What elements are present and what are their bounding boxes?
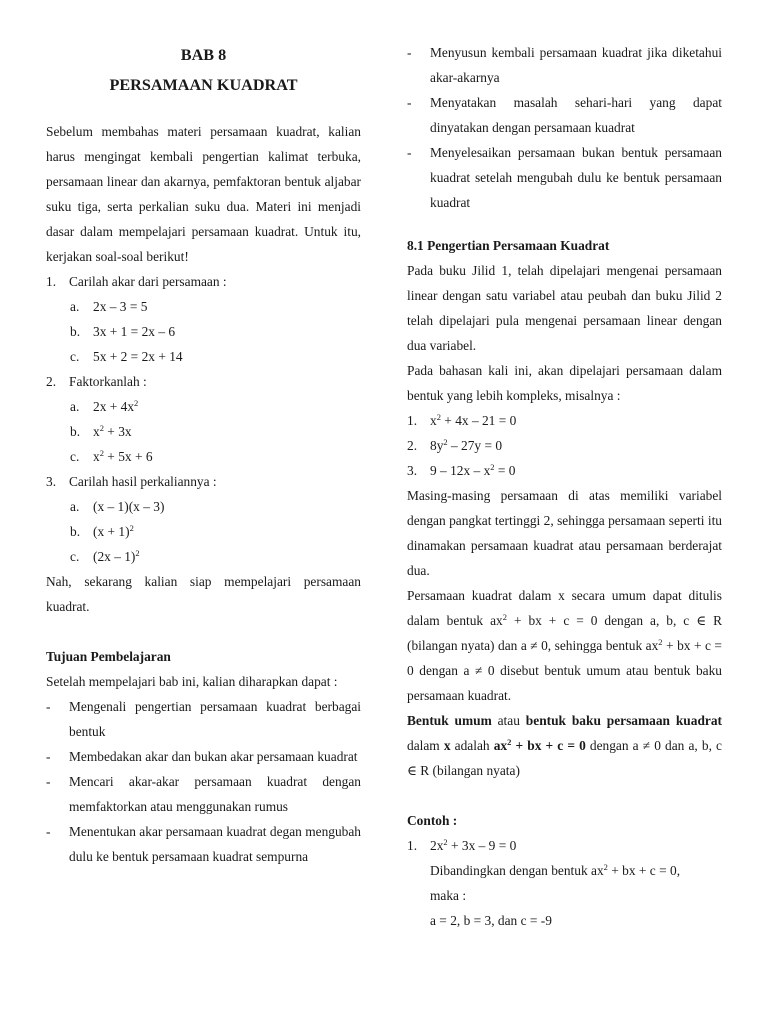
list-item: c. $x^2 + 5x + 6$ xyxy=(70,448,153,464)
list-item: b. 3x + 1 = 2x – 6 xyxy=(70,324,176,339)
tujuan-heading: Tujuan Pembelajaran xyxy=(46,649,171,664)
goal-item: - Mengenali pengertian persamaan kuadrat berbagai bentuk xyxy=(46,699,361,739)
list-item: b. $x^2 + 3x$ xyxy=(70,423,132,439)
paragraph-4: Persamaan kuadrat dalam x secara umum dapat ditulis dalam bentuk $ax^2$ + bx + c = 0 dengan a, b, c ∈ R (bilangan nyata) dan a ≠ 0, sehingga bentuk $ax^2$ + bx + c = 0 dengan a ≠ 0 disebut bentuk umum atau bentuk baku persamaan kuadrat. xyxy=(407,588,722,703)
paragraph-3: Masing-masing persamaan di atas memiliki variabel dengan pangkat tertinggi 2, sehingga persamaan seperti itu dinamakan persamaan kuadrat atau persamaan berderajat dua. xyxy=(407,488,722,578)
list-item: a. $2x + 4x^2$ xyxy=(70,398,139,414)
left-column xyxy=(46,0,361,869)
example-item: 1. $2x^2 + 3x - 9 = 0$ xyxy=(407,837,517,853)
paragraph-5: Bentuk umum atau bentuk baku persamaan kuadrat dalam x adalah $ax^2$ + bx + c = 0 dengan a ≠ 0 dan a, b, c ∈ R (bilangan nyata) xyxy=(407,713,722,778)
chapter-title: BAB 8 xyxy=(180,46,227,64)
intro-paragraph: Sebelum membahas materi persamaan kuadrat, kalian harus mengingat kembali pengertian kalimat terbuka, persamaan linear dan akarnya, pemfaktoran bentuk aljabar suku tiga, serta perkalian suku dua. Materi ini menjadi dasar dalam mempelajari persamaan kuadrat. Untuk itu, kerjakan soal-soal berikut! xyxy=(46,124,361,264)
tujuan-intro: Setelah mempelajari bab ini, kalian diharapkan dapat : xyxy=(46,674,338,689)
equation-item: 2. $8y^2 - 27y = 0$ xyxy=(407,437,503,453)
equation-item: 1. $x^2 + 4x - 21 = 0$ xyxy=(407,412,517,428)
example-line: Dibandingkan dengan bentuk $ax^2$ + bx + c = 0, xyxy=(430,862,681,878)
closing-paragraph: Nah, sekarang kalian siap mempelajari persamaan kuadrat. xyxy=(46,574,361,614)
equation-item: 3. $9 - 12x - x^2 = 0$ xyxy=(407,462,516,478)
example-line: a = 2, b = 3, dan c = -9 xyxy=(430,913,552,928)
section-heading: 8.1 Pengertian Persamaan Kuadrat xyxy=(407,238,610,253)
question-3: 3. Carilah hasil perkaliannya : xyxy=(46,474,217,489)
paragraph-1: Pada buku Jilid 1, telah dipelajari mengenai persamaan linear dengan satu variabel atau peubah dan buku Jilid 2 telah dipelajari pula mengenai persamaan linear dengan dua variabel. xyxy=(407,263,722,353)
goal-item: - Menyusun kembali persamaan kuadrat jika diketahui akar-akarnya xyxy=(407,45,722,85)
paragraph-2: Pada bahasan kali ini, akan dipelajari persamaan dalam bentuk yang lebih kompleks, misalnya : xyxy=(407,363,722,403)
list-item: c. (2x – 1)$^2$ xyxy=(70,548,140,564)
list-item: c. 5x + 2 = 2x + 14 xyxy=(70,349,183,364)
question-1: 1. Carilah akar dari persamaan : xyxy=(46,274,227,289)
goal-item: - Menentukan akar persamaan kuadrat degan mengubah dulu ke bentuk persamaan kuadrat sempurna xyxy=(46,824,361,864)
list-item: a. 2x – 3 = 5 xyxy=(70,299,148,314)
goal-item: - Menyatakan masalah sehari-hari yang dapat dinyatakan dengan persamaan kuadrat xyxy=(407,95,722,135)
goal-item: - Membedakan akar dan bukan akar persamaan kuadrat xyxy=(46,749,358,764)
list-item: a. (x – 1)(x – 3) xyxy=(70,499,165,514)
list-item: b. $(x + 1)^2$ xyxy=(70,523,134,539)
chapter-subtitle: PERSAMAAN KUADRAT xyxy=(109,76,298,94)
example-line: maka : xyxy=(430,888,467,903)
goal-item: - Menyelesaikan persamaan bukan bentuk persamaan kuadrat setelah mengubah dulu ke bentuk persamaan kuadrat xyxy=(407,145,722,210)
goal-item: - Mencari akar-akar persamaan kuadrat dengan memfaktorkan atau menggunakan rumus xyxy=(46,774,361,814)
right-column xyxy=(407,0,722,933)
question-2: 2. Faktorkanlah : xyxy=(46,374,147,389)
contoh-heading: Contoh : xyxy=(407,813,458,828)
